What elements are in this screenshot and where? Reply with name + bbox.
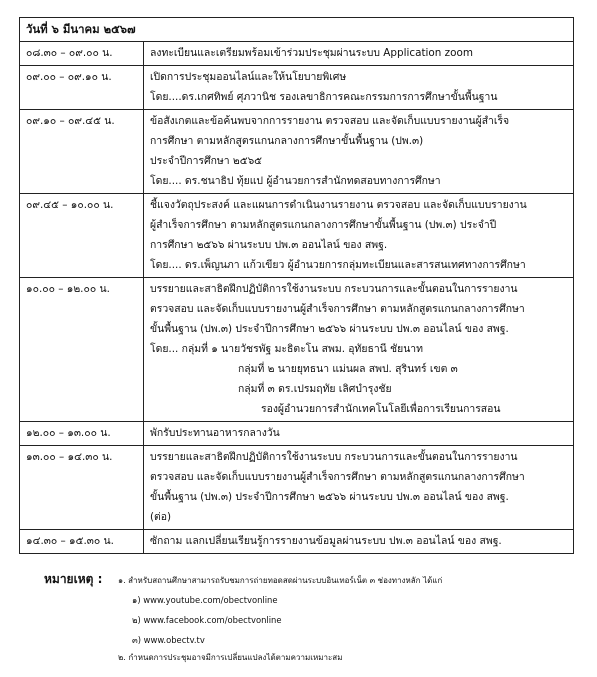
activity-line: ประจำปีการศึกษา ๒๕๖๕ bbox=[150, 155, 263, 167]
schedule-activity bbox=[144, 42, 574, 66]
activity-line: ลงทะเบียนและเตรียมพร้อมเข้าร่วมประชุมผ่านระบบ Application zoom bbox=[150, 47, 473, 59]
schedule-time: ๐๘.๓๐ – ๐๙.๐๐ น. bbox=[20, 42, 144, 66]
schedule-time: ๐๙.๔๕ – ๑๐.๐๐ น. bbox=[20, 194, 144, 278]
date-header: วันที่ ๖ มีนาคม ๒๕๖๗ bbox=[20, 18, 574, 42]
activity-line: ตรวจสอบ และจัดเก็บแบบรายงานผู้สำเร็จการศึกษา ตามหลักสูตรแกนกลางการศึกษา bbox=[150, 303, 525, 315]
activity-line: โดย....ดร.เกศทิพย์ ศุภวานิช รองเลขาธิการคณะกรรมการการศึกษาขั้นพื้นฐาน bbox=[150, 91, 498, 103]
schedule-row bbox=[20, 530, 574, 554]
date-header-row bbox=[20, 18, 574, 42]
schedule-row bbox=[20, 446, 574, 530]
schedule-row bbox=[20, 42, 574, 66]
activity-line: การศึกษา ๒๕๖๖ ผ่านระบบ ปพ.๓ ออนไลน์ ของ สพฐ. bbox=[150, 239, 388, 251]
schedule-activity bbox=[144, 446, 574, 530]
activity-line: ขั้นพื้นฐาน (ปพ.๓) ประจำปีการศึกษา ๒๕๖๖ ผ่านระบบ ปพ.๓ ออนไลน์ ของ สพฐ. bbox=[150, 491, 509, 503]
schedule-activity bbox=[144, 278, 574, 422]
youtube-link[interactable]: ๑) www.youtube.com/obectvonline bbox=[132, 595, 278, 605]
schedule-activity bbox=[144, 530, 574, 554]
activity-line: โดย.... ดร.เพ็ญนภา แก้วเขียว ผู้อำนวยการกลุ่มทะเบียนและสารสนเทศทางการศึกษา bbox=[150, 259, 526, 271]
activity-line: บรรยายและสาธิตฝึกปฏิบัติการใช้งานระบบ กระบวนการและขั้นตอนในการรายงาน bbox=[150, 451, 518, 463]
obectv-link[interactable]: ๓) www.obectv.tv bbox=[132, 635, 205, 645]
schedule-row bbox=[20, 422, 574, 446]
activity-line: โดย.... ดร.ชนาธิป ทุ้ยแป ผู้อำนวยการสำนักทดสอบทางการศึกษา bbox=[150, 175, 441, 187]
facebook-link[interactable]: ๒) www.facebook.com/obectvonline bbox=[132, 615, 282, 625]
schedule-row bbox=[20, 194, 574, 278]
activity-line: การศึกษา ตามหลักสูตรแกนกลางการศึกษาขั้นพื้นฐาน (ปพ.๓) bbox=[150, 135, 424, 147]
activity-line: ขั้นพื้นฐาน (ปพ.๓) ประจำปีการศึกษา ๒๕๖๖ ผ่านระบบ ปพ.๓ ออนไลน์ ของ สพฐ. bbox=[150, 323, 509, 335]
activity-line: รองผู้อำนวยการสำนักเทคโนโลยีเพื่อการเรียนการสอน bbox=[261, 403, 501, 415]
schedule-activity bbox=[144, 194, 574, 278]
activity-line: พักรับประทานอาหารกลางวัน bbox=[150, 427, 280, 439]
schedule-time: ๐๙.๐๐ – ๐๙.๑๐ น. bbox=[20, 66, 144, 110]
activity-line: กลุ่มที่ ๓ ดร.เปรมฤทัย เลิศบำรุงชัย bbox=[238, 383, 392, 395]
note-item-1: ๑. สำหรับสถานศึกษาสามารถรับชมการถ่ายทอดสดผ่านระบบอินเทอร์เน็ต ๓ ช่องทางหลัก ได้แก่ bbox=[118, 576, 443, 585]
note-item-2: ๒. กำหนดการประชุมอาจมีการเปลี่ยนแปลงได้ตามความเหมาะสม bbox=[118, 653, 343, 662]
schedule-time: ๑๐.๐๐ – ๑๒.๐๐ น. bbox=[20, 278, 144, 422]
activity-line: ตรวจสอบ และจัดเก็บแบบรายงานผู้สำเร็จการศึกษา ตามหลักสูตรแกนกลางการศึกษา bbox=[150, 471, 525, 483]
schedule-activity bbox=[144, 110, 574, 194]
activity-line: ข้อสังเกตและข้อค้นพบจากการรายงาน ตรวจสอบ และจัดเก็บแบบรายงานผู้สำเร็จ bbox=[150, 115, 510, 127]
notes-title: หมายเหตุ : bbox=[44, 572, 103, 586]
activity-line: โดย... กลุ่มที่ ๑ นายวัชรพัฐ มะธิตะโน สพม. อุทัยธานี ชัยนาท bbox=[150, 343, 423, 355]
activity-line: บรรยายและสาธิตฝึกปฏิบัติการใช้งานระบบ กระบวนการและขั้นตอนในการรายงาน bbox=[150, 283, 518, 295]
schedule-activity bbox=[144, 422, 574, 446]
activity-line: ผู้สำเร็จการศึกษา ตามหลักสูตรแกนกลางการศึกษาขั้นพื้นฐาน (ปพ.๓) ประจำปี bbox=[150, 219, 497, 231]
activity-line: ชี้แจงวัตถุประสงค์ และแผนการดำเนินงานรายงาน ตรวจสอบ และจัดเก็บแบบรายงาน bbox=[150, 199, 527, 211]
schedule-time: ๐๙.๑๐ – ๐๙.๔๕ น. bbox=[20, 110, 144, 194]
activity-line: (ต่อ) bbox=[150, 511, 172, 523]
activity-line: เปิดการประชุมออนไลน์และให้นโยบายพิเศษ bbox=[150, 71, 347, 83]
schedule-row bbox=[20, 278, 574, 422]
schedule-time: ๑๒.๐๐ – ๑๓.๐๐ น. bbox=[20, 422, 144, 446]
schedule-row bbox=[20, 110, 574, 194]
schedule-time: ๑๔.๓๐ – ๑๕.๓๐ น. bbox=[20, 530, 144, 554]
schedule-activity bbox=[144, 66, 574, 110]
schedule-table bbox=[19, 17, 574, 554]
activity-line: กลุ่มที่ ๒ นายยุทธนา แม่นผล สพป. สุรินทร์ เขต ๓ bbox=[238, 363, 458, 375]
activity-line: ซักถาม แลกเปลี่ยนเรียนรู้การรายงานข้อมูลผ่านระบบ ปพ.๓ ออนไลน์ ของ สพฐ. bbox=[150, 535, 502, 547]
schedule-row bbox=[20, 66, 574, 110]
schedule-time: ๑๓.๐๐ – ๑๔.๓๐ น. bbox=[20, 446, 144, 530]
